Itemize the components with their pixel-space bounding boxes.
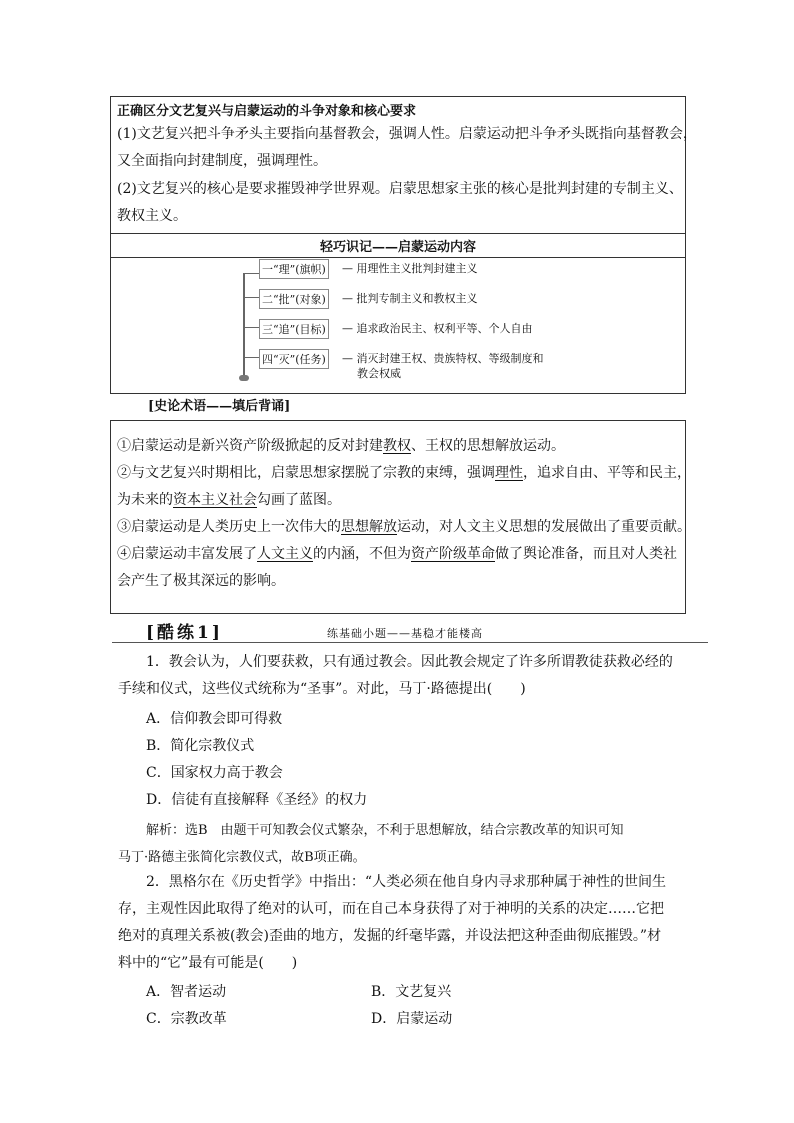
q2-stem-1: 2．黑格尔在《历史哲学》中指出：“人类必须在他自身内寻求那种属于神性的世间生 xyxy=(146,874,667,890)
q2-option-c: C．宗教改革 xyxy=(146,1011,227,1027)
practice-rule xyxy=(112,642,708,643)
terms-box xyxy=(110,420,691,614)
summary-p2a: (2)文艺复兴的核心是要求摧毁神学世界观。启蒙思想家主张的核心是批判封建的专制主义、 xyxy=(117,181,683,197)
q1-option-d: D．信徒有直接解释《圣经》的权力 xyxy=(146,792,368,808)
q1-option-c: C．国家权力高于教会 xyxy=(146,765,283,781)
tree-text-1: — 用理性主义批判封建主义 xyxy=(342,262,478,275)
summary-p1b: 又全面指向封建制度，强调理性。 xyxy=(117,153,327,169)
term-line-2: ②与文艺复兴时期相比，启蒙思想家摆脱了宗教的束缚，强调理性，追求自由、平等和民主， xyxy=(117,465,691,481)
term-line-3: 为未来的资本主义社会勾画了蓝图。 xyxy=(117,492,341,508)
q2-stem-2: 存，主观性因此取得了绝对的认可，而在自己本身获得了对于神明的关系的决定……它把 xyxy=(118,901,664,917)
tree-key-4: 四“灭”(任务) xyxy=(259,349,329,369)
q1-analysis-2: 马丁·路德主张简化宗教仪式，故B项正确。 xyxy=(118,850,366,865)
q1-stem-2: 手续和仪式，这些仪式统称为“圣事”。对此，马丁·路德提出( ) xyxy=(118,681,526,697)
q1-analysis-1: 解析：选B 由题干可知教会仪式繁杂，不利于思想解放，结合宗教改革的知识可知 xyxy=(146,823,624,838)
tree-diagram xyxy=(239,259,669,389)
term-line-4: ③启蒙运动是人类历史上一次伟大的思想解放运动，对人文主义思想的发展做出了重要贡献。 xyxy=(117,519,691,535)
term-line-1: ①启蒙运动是新兴资产阶级掀起的反对封建教权、王权的思想解放运动。 xyxy=(117,438,565,454)
practice-subtitle: 练基础小题——基稳才能楼高 xyxy=(327,627,483,640)
tree-text-4b: 教会权威 xyxy=(357,367,401,380)
q2-option-b: B．文艺复兴 xyxy=(371,984,452,1000)
term-line-6: 会产生了极其深远的影响。 xyxy=(117,573,285,589)
q2-stem-4: 料中的“它”最有可能是( ) xyxy=(118,955,298,971)
summary-box xyxy=(110,96,697,394)
term-line-5: ④启蒙运动丰富发展了人文主义的内涵，不但为资产阶级革命做了舆论准备，而且对人类社 xyxy=(117,546,677,562)
q1-stem-1: 1．教会认为，人们要获救，只有通过教会。因此教会规定了许多所谓教徒获救必经的 xyxy=(146,654,673,670)
q1-option-b: B．简化宗教仪式 xyxy=(146,738,255,754)
tree-text-2: — 批判专制主义和教权主义 xyxy=(342,292,478,305)
q1-option-a: A．信仰教会即可得救 xyxy=(146,711,283,727)
q2-option-d: D．启蒙运动 xyxy=(371,1011,453,1027)
divider xyxy=(111,233,685,234)
summary-p1a: (1)文艺复兴把斗争矛头主要指向基督教会，强调人性。启蒙运动把斗争矛头既指向基督教会， xyxy=(117,126,697,142)
tree-key-1: 一“理”(旗帜) xyxy=(259,259,329,279)
section-label: [史论术语——填后背诵] xyxy=(148,399,291,414)
tree-key-2: 二“批”(对象) xyxy=(259,289,329,309)
tree-node-dot xyxy=(239,375,249,381)
summary-p2b: 教权主义。 xyxy=(117,208,187,224)
practice-badge: [酷练1] xyxy=(146,623,223,643)
q2-stem-3: 绝对的真理关系被(教会)歪曲的地方，发掘的纤毫毕露，并设法把这种歪曲彻底摧毁。”材 xyxy=(118,928,662,944)
memo-title: 轻巧识记——启蒙运动内容 xyxy=(319,240,476,255)
tree-key-3: 三“追”(目标) xyxy=(259,319,329,339)
q2-option-a: A．智者运动 xyxy=(146,984,227,1000)
tree-text-4: — 消灭封建王权、贵族特权、等级制度和 xyxy=(342,352,544,365)
divider xyxy=(111,257,685,258)
tree-text-3: — 追求政治民主、权利平等、个人自由 xyxy=(342,322,533,335)
summary-heading: 正确区分文艺复兴与启蒙运动的斗争对象和核心要求 xyxy=(117,104,417,119)
